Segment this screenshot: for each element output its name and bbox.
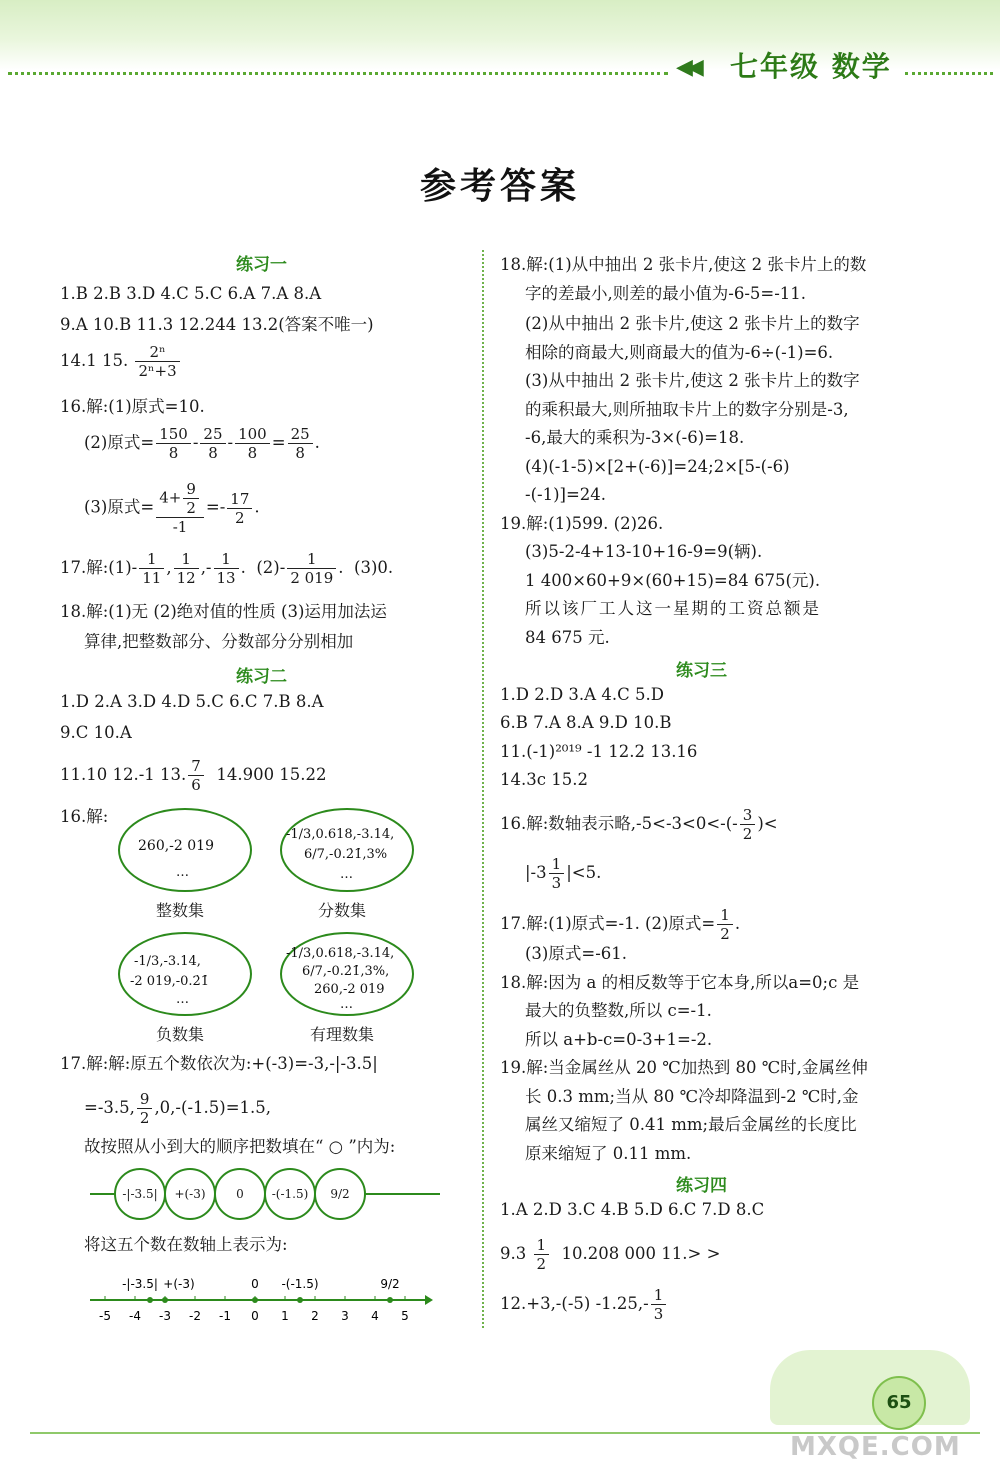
axis-tick-label: 0 [251,1309,259,1323]
answer-line: 1.B 2.B 3.D 4.C 5.C 6.A 7.A 8.A [60,284,322,303]
set-members: 260,-2 019 [314,982,385,997]
answer-line: 9.A 10.B 11.3 12.244 13.2(答案不唯一) [60,315,374,334]
answer-line: 16.解: [60,807,109,826]
set-ellipsis: … [340,867,353,882]
answer-line: 原来缩短了 0.11 mm. [525,1144,692,1163]
axis-tick-label: 1 [281,1309,289,1323]
page-number: 65 [872,1376,926,1430]
axis-tick-label: -2 [189,1309,201,1323]
header-title: 七年级 数学 [730,50,892,83]
answer-line: 14.3c 15.2 [500,770,588,789]
axis-tick-label: -4 [129,1309,141,1323]
answer-line: 17.解:(1)原式=-1. (2)原式= $\frac{1}{2}$ . [500,906,741,943]
answer-line: 16.解:数轴表示略,-5<-3<0<-(- $\frac{3}{2}$ )< [500,806,778,843]
axis-tick-label: 5 [401,1309,409,1323]
chain-circle: 9/2 [314,1168,366,1220]
answer-line: (2)原式= $\frac{150}{8}$ - $\frac{25}{8}$ - $\frac{100}{8}$ = $\frac{25}{8}$ . [84,425,320,462]
answer-line: (3)原式= 4+ $\frac{9}{2}$ -1 =- $\frac{17}{2}$ . [84,480,260,536]
fraction: $\frac{\text{2ⁿ}}{\text{2ⁿ+3}}$ [135,343,179,380]
answer-line: 9.3 $\frac{1}{2}$ 10.208 000 11.> > [500,1236,721,1273]
chain-circle: -|-3.5| [114,1168,166,1220]
answer-line: -(-1)]=24. [525,485,607,504]
answer-line: 17.解:(1)- $\frac{1}{11}$ , $\frac{1}{12}$ ,- $\frac{1}{13}$ . (2)- $\frac{1}{2 019}$ . (3)0. [60,550,394,587]
answer-line: 相除的商最大,则商最大的值为-6÷(-1)=6. [525,343,834,362]
set-members: -1/3,-3.14, [134,954,201,969]
answer-line: (3)从中抽出 2 张卡片,使这 2 张卡片上的数字 [525,371,860,390]
axis-tick-label: 3 [341,1309,349,1323]
section-title-3: 练习三 [676,661,727,681]
set-label: 整数集 [156,901,205,920]
axis-arrow-icon [425,1295,433,1305]
answer-line: 11.10 12.-1 13. $\frac{7}{6}$ 14.900 15.22 [60,757,327,794]
answer-line: 所以该厂工人这一星期的工资总额是 [525,599,821,618]
set-ellipsis: … [176,992,189,1007]
axis-tick-label: -3 [159,1309,171,1323]
answer-line: 的乘积最大,则所抽取卡片上的数字分别是-3, [525,400,849,419]
number-point [162,1297,168,1303]
answer-line: =-3.5, $\frac{9}{2}$ ,0,-(-1.5)=1.5, [84,1090,272,1127]
answer-line: -6,最大的乘积为-3×(-6)=18. [525,428,745,447]
section-title-1: 练习一 [236,255,287,275]
set-ellipsis: … [340,997,353,1012]
answer-line: 1.A 2.D 3.C 4.B 5.D 6.C 7.D 8.C [500,1200,765,1219]
answer-line: 19.解:当金属丝从 20 ℃加热到 80 ℃时,金属丝伸 [500,1058,868,1077]
set-members: -2 019,-0.2̇1̇ [130,974,210,989]
set-members: 6/7,-0.2̇1̇,3% [304,847,388,862]
axis-tick-label: 4 [371,1309,379,1323]
chain-circle: 0 [214,1168,266,1220]
footer-illustration [770,1350,970,1425]
header-dotted-rule [8,72,668,79]
answer-line: 所以 a+b-c=0-3+1=-2. [525,1030,713,1049]
answer-line: 1.D 2.D 3.A 4.C 5.D [500,685,664,704]
number-point [147,1297,153,1303]
answer-line: 18.解:(1)无 (2)绝对值的性质 (3)运用加法运 [60,602,387,621]
header-dotted-rule-right [905,72,993,79]
section-title-4: 练习四 [676,1176,727,1196]
axis-tick-label: -1 [219,1309,231,1323]
axis-tick-label: 2 [311,1309,319,1323]
point-label: -(-1.5) [281,1277,319,1291]
answer-line: 故按照从小到大的顺序把数填在“ ○ ”内为: [84,1137,396,1156]
number-point [297,1297,303,1303]
point-label: 0 [251,1277,259,1291]
answer-line: 长 0.3 mm;当从 80 ℃冷却降温到-2 ℃时,金 [525,1087,859,1106]
watermark: MXQE.COM [790,1432,961,1462]
answer-line: 19.解:(1)599. (2)26. [500,514,664,533]
answer-line: 算律,把整数部分、分数部分分别相加 [84,632,354,651]
point-label: +(-3) [163,1277,195,1291]
answer-line: 17.解:解:原五个数依次为:+(-3)=-3,-|-3.5| [60,1054,378,1073]
chain-circle: +(-3) [164,1168,216,1220]
set-members: -1/3,0.618,-3.14, [286,827,395,842]
set-label: 负数集 [156,1025,205,1044]
answer-line: 18.解:(1)从中抽出 2 张卡片,使这 2 张卡片上的数 [500,255,867,274]
answer-line: 14.1 15. $\frac{\text{2ⁿ}}{\text{2ⁿ+3}}$ [60,343,182,380]
chain-circle: -(-1.5) [264,1168,316,1220]
set-ellipsis: … [176,865,189,880]
set-members: -1/3,0.618,-3.14, [286,946,395,961]
set-label: 分数集 [318,901,367,920]
set-members: 6/7,-0.2̇1̇,3%, [302,964,390,979]
answer-line: (4)(-1-5)×[2+(-6)]=24;2×[5-(-6) [525,457,790,476]
answer-line: 6.B 7.A 8.A 9.D 10.B [500,713,672,732]
answer-line: 1 400×60+9×(60+15)=84 675(元). [525,571,821,590]
answer-line: 属丝又缩短了 0.41 mm;最后金属丝的长度比 [525,1115,857,1134]
set-members: 260,-2 019 [138,838,214,854]
answer-line: (2)从中抽出 2 张卡片,使这 2 张卡片上的数字 [525,314,860,333]
section-title-2: 练习二 [236,667,287,687]
axis-tick-label: -5 [99,1309,111,1323]
answer-line: |-3 $\frac{1}{3}$ |<5. [525,855,602,892]
number-line [85,1255,435,1330]
answer-line: 将这五个数在数轴上表示为: [84,1235,288,1254]
answer-line: 18.解:因为 a 的相反数等于它本身,所以a=0;c 是 [500,973,860,992]
answer-line: (3)原式=-61. [525,944,628,963]
answer-line: (3)5-2-4+13-10+16-9=9(辆). [525,542,763,561]
set-label: 有理数集 [310,1025,375,1044]
page-title: 参考答案 [419,166,580,207]
number-point [252,1297,258,1303]
answer-line: 84 675 元. [525,628,610,647]
column-divider [482,250,484,1328]
answer-line: 11.(-1)²⁰¹⁹ -1 12.2 13.16 [500,742,698,761]
answer-line: 字的差最小,则差的最小值为-6-5=-11. [525,284,807,303]
number-point [387,1297,393,1303]
point-label: -|-3.5| [122,1277,158,1291]
point-label: 9/2 [380,1277,400,1291]
answer-line: 9.C 10.A [60,723,132,742]
double-arrow-icon: ◀◀ [676,55,698,80]
answer-line: 最大的负整数,所以 c=-1. [525,1001,712,1020]
answer-line: 12.+3,-(-5) -1.25,- $\frac{1}{3}$ [500,1286,668,1323]
answer-line: 1.D 2.A 3.D 4.D 5.C 6.C 7.B 8.A [60,692,324,711]
answer-line: 16.解:(1)原式=10. [60,397,205,416]
